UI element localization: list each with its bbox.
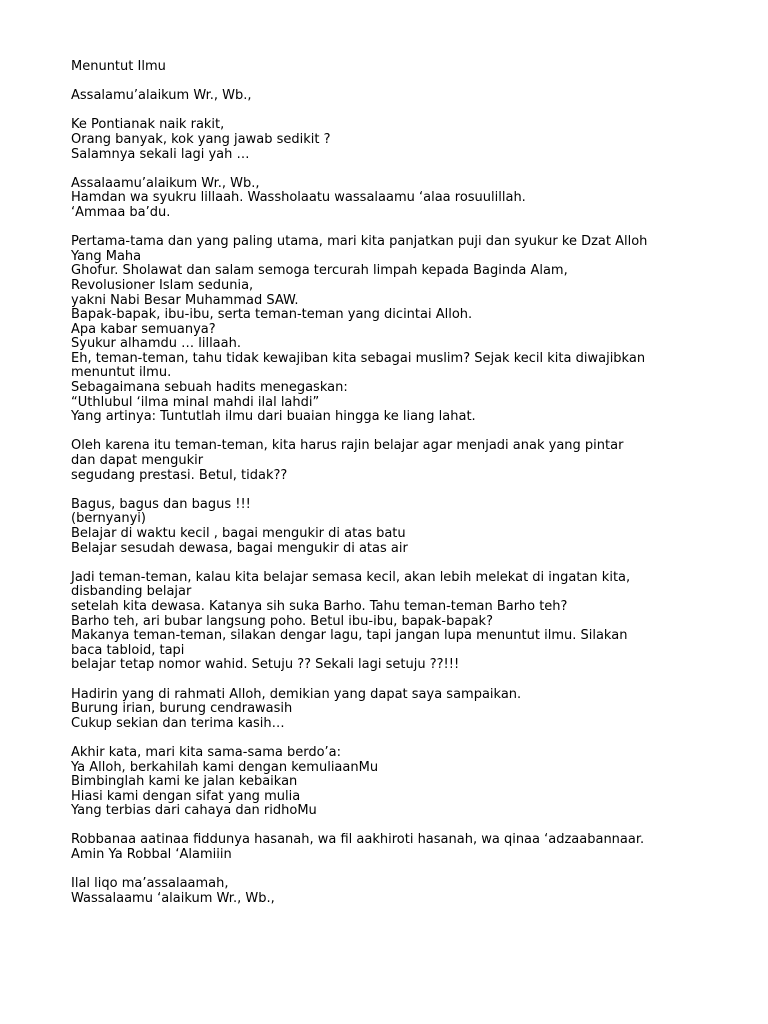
text-line: Bapak-bapak, ibu-ibu, serta teman-teman yang dicintai Alloh. <box>71 307 473 323</box>
barho-paragraph <box>71 571 731 673</box>
doa-paragraph <box>71 833 731 862</box>
text-line: Salamnya sekali lagi yah … <box>71 146 250 162</box>
text-line: Yang Maha <box>71 248 142 264</box>
text-line: dan dapat mengukir <box>71 453 204 469</box>
text-line: baca tabloid, tapi <box>71 642 185 658</box>
text-line: Sebagaimana sebuah hadits menegaskan: <box>71 380 348 396</box>
text-line: Jadi teman-teman, kalau kita belajar semasa kecil, akan lebih melekat di ingatan kita, <box>71 569 631 585</box>
text-line: Ya Alloh, berkahilah kami dengan kemuliaanMu <box>71 759 379 775</box>
text-line: Belajar di waktu kecil , bagai mengukir di atas batu <box>71 526 406 541</box>
paragraph-gap <box>71 483 731 498</box>
text-line: Bagus, bagus dan bagus !!! <box>71 496 251 512</box>
text-line: Oleh karena itu teman-teman, kita harus rajin belajar agar menjadi anak yang pintar <box>71 438 624 454</box>
text-line: Hamdan wa syukru lillaah. Wassholaatu wassalaamu ‘alaa rosuulillah. <box>71 190 526 206</box>
text-line: Syukur alhamdu … lillaah. <box>71 336 241 352</box>
paragraph-gap <box>71 425 731 440</box>
paragraph-gap <box>71 556 731 571</box>
text-line: Yang terbias dari cahaya dan ridhoMu <box>71 803 317 819</box>
document-page <box>71 60 731 906</box>
text-line: Robbanaa aatinaa fiddunya hasanah, wa fil aakhiroti hasanah, wa qinaa ‘adzaabannaar. <box>71 832 645 848</box>
pantun-paragraph <box>71 118 731 162</box>
text-line: Ke Pontianak naik rakit, <box>71 117 225 133</box>
document-title: Menuntut Ilmu <box>71 59 166 74</box>
text-line: Revolusioner Islam sedunia, <box>71 277 254 293</box>
text-line: Burung irian, burung cendrawasih <box>71 701 293 717</box>
opening-salam: Assalamu’alaikum Wr., Wb., <box>71 88 252 104</box>
text-line: Assalaamu’alaikum Wr., Wb., <box>71 175 260 191</box>
text-line: Orang banyak, kok yang jawab sedikit ? <box>71 131 331 147</box>
text-line: Bimbinglah kami ke jalan kebaikan <box>71 774 298 790</box>
text-line: Belajar sesudah dewasa, bagai mengukir di atas air <box>71 540 408 556</box>
paragraph-gap <box>71 162 731 177</box>
text-line: disbanding belajar <box>71 584 192 600</box>
text-line: Apa kabar semuanya? <box>71 321 216 337</box>
paragraph-gap <box>71 221 731 236</box>
text-line: Makanya teman-teman, silakan dengar lagu, tapi jangan lupa menuntut ilmu. Silakan <box>71 628 628 644</box>
text-line: Hiasi kami dengan sifat yang mulia <box>71 788 301 804</box>
text-line: Ilal liqo ma’assalaamah, <box>71 876 229 892</box>
salam-paragraph <box>71 177 731 221</box>
text-line: Yang artinya: Tuntutlah ilmu dari buaian hingga ke liang lahat. <box>71 409 476 425</box>
paragraph-gap <box>71 75 731 90</box>
text-line: yakni Nabi Besar Muhammad SAW. <box>71 292 299 308</box>
prayer-paragraph <box>71 746 731 819</box>
text-line: Hadirin yang di rahmati Alloh, demikian yang dapat saya sampaikan. <box>71 686 522 702</box>
text-line: menuntut ilmu. <box>71 365 172 381</box>
song-paragraph <box>71 498 731 556</box>
text-line: Pertama-tama dan yang paling utama, mari kita panjatkan puji dan syukur ke Dzat Alloh <box>71 234 648 250</box>
text-line: segudang prestasi. Betul, tidak?? <box>71 467 288 483</box>
text-line: Ghofur. Sholawat dan salam semoga tercurah limpah kepada Baginda Alam, <box>71 263 568 279</box>
text-line: setelah kita dewasa. Katanya sih suka Barho. Tahu teman-teman Barho teh? <box>71 598 568 614</box>
text-line: ‘Ammaa ba’du. <box>71 204 171 220</box>
paragraph-gap <box>71 731 731 746</box>
paragraph-gap <box>71 104 731 119</box>
text-line: Cukup sekian dan terima kasih… <box>71 715 285 731</box>
text-line: Barho teh, ari bubar langsung poho. Betul ibu-ibu, bapak-bapak? <box>71 613 493 629</box>
paragraph-gap <box>71 819 731 834</box>
closing-pantun-paragraph <box>71 688 731 732</box>
paragraph-gap <box>71 863 731 878</box>
opening-paragraph <box>71 235 731 425</box>
text-line: Eh, teman-teman, tahu tidak kewajiban kita sebagai muslim? Sejak kecil kita diwajibkan <box>71 350 646 366</box>
closing-salam <box>71 877 731 906</box>
paragraph-gap <box>71 673 731 688</box>
text-line: Amin Ya Robbal ‘Alamiiin <box>71 847 232 863</box>
text-line: belajar tetap nomor wahid. Setuju ?? Sekali lagi setuju ??!!! <box>71 657 460 673</box>
text-line: (bernyanyi) <box>71 511 146 527</box>
study-paragraph <box>71 439 731 483</box>
text-line: Wassalaamu ‘alaikum Wr., Wb., <box>71 890 275 906</box>
text-line: Akhir kata, mari kita sama-sama berdo’a: <box>71 744 342 760</box>
hadith-quote: “Uthlubul ‘ilma minal mahdi ilal lahdi” <box>71 394 320 410</box>
